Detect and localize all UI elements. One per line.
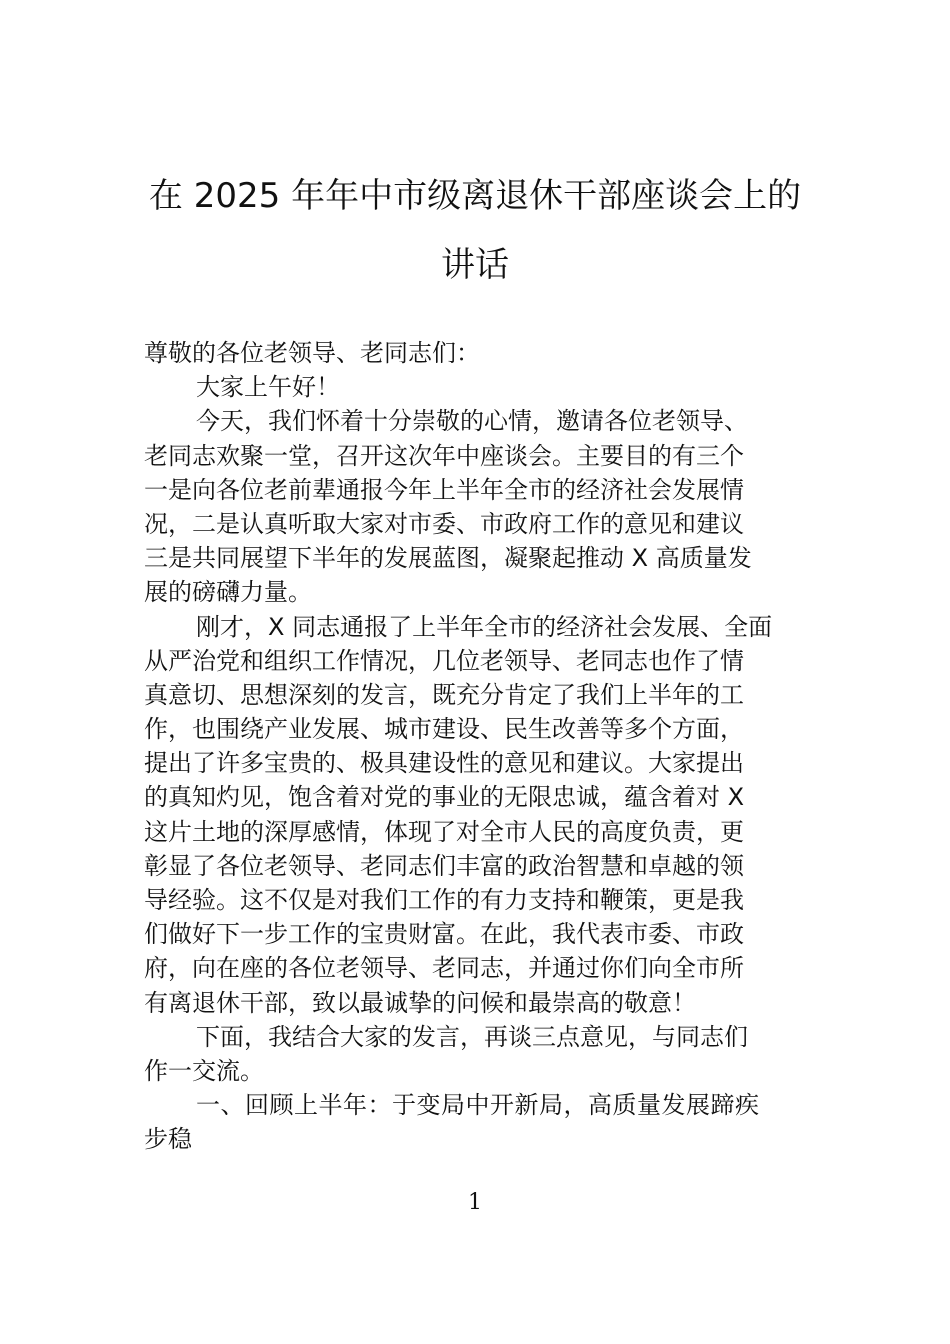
paragraph-line: 作一交流。 [144, 1056, 264, 1085]
paragraph-line: 一是向各位老前辈通报今年上半年全市的经济社会发展情 [144, 475, 744, 504]
paragraph-line: 真意切、思想深刻的发言，既充分肯定了我们上半年的工 [144, 680, 744, 709]
section-heading: 一、回顾上半年：于变局中开新局，高质量发展蹄疾 [196, 1091, 760, 1120]
paragraph-line: 三是共同展望下半年的发展蓝图，凝聚起推动 X 高质量发 [144, 544, 752, 573]
paragraph-line: 们做好下一步工作的宝贵财富。在此，我代表市委、市政 [144, 920, 744, 949]
paragraph-line: 的真知灼见，饱含着对党的事业的无限忠诚，蕴含着对 X [144, 783, 745, 812]
page-number: 1 [468, 1190, 482, 1215]
salutation: 尊敬的各位老领导、老同志们： [144, 339, 480, 367]
paragraph-line: 府，向在座的各位老领导、老同志，并通过你们向全市所 [144, 954, 744, 983]
paragraph-line: 今天，我们怀着十分崇敬的心情，邀请各位老领导、 [196, 407, 748, 436]
section-heading-continued: 步稳 [144, 1125, 192, 1154]
paragraph-line: 下面，我结合大家的发言，再谈三点意见，与同志们 [196, 1022, 748, 1051]
paragraph-line: 从严治党和组织工作情况，几位老领导、老同志也作了情 [144, 646, 744, 675]
paragraph-line: 作，也围绕产业发展、城市建设、民生改善等多个方面， [144, 715, 744, 744]
paragraph-line: 这片土地的深厚感情，体现了对全市人民的高度负责，更 [144, 817, 744, 846]
paragraph-line: 导经验。这不仅是对我们工作的有力支持和鞭策，更是我 [144, 886, 744, 914]
paragraph-line: 刚才，X 同志通报了上半年全市的经济社会发展、全面 [196, 612, 773, 641]
greeting: 大家上午好！ [196, 373, 340, 402]
paragraph-line: 提出了许多宝贵的、极具建设性的意见和建议。大家提出 [144, 749, 744, 778]
speech-body [144, 336, 814, 1157]
document-title-line-2: 讲话 [441, 245, 509, 285]
paragraph-line: 老同志欢聚一堂，召开这次年中座谈会。主要目的有三个 [144, 441, 744, 470]
paragraph-line: 有离退休干部，致以最诚挚的问候和最崇高的敬意！ [144, 988, 696, 1017]
paragraph-line: 展的磅礴力量。 [144, 578, 312, 607]
document-title-line-1: 在 2025 年年中市级离退休干部座谈会上的 [148, 176, 802, 216]
paragraph-line: 况，二是认真听取大家对市委、市政府工作的意见和建议 [144, 509, 744, 538]
paragraph-line: 彰显了各位老领导、老同志们丰富的政治智慧和卓越的领 [144, 851, 744, 880]
